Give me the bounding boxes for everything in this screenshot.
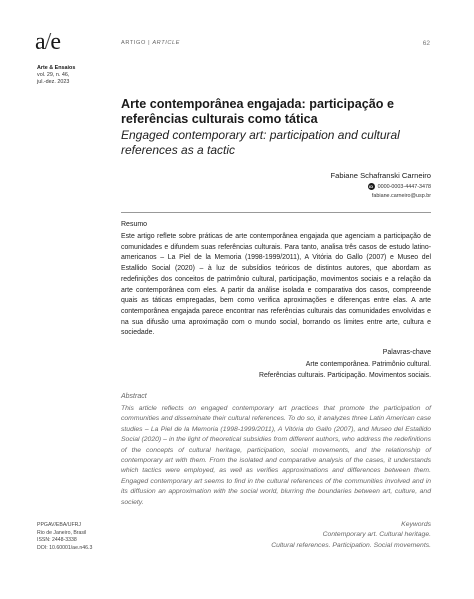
issn: ISSN: 2448-3338 (37, 537, 77, 544)
journal-info (37, 65, 75, 86)
palavras-chave-list (131, 360, 431, 381)
author-name: Fabiane Schafranski Carneiro (330, 171, 431, 180)
palavras-chave-heading: Palavras-chave (382, 349, 431, 356)
logo-letter-e: e (50, 29, 60, 55)
doi[interactable]: DOI: 10.60001/ae.n46.3 (37, 544, 93, 551)
keywords-line-2: Cultural references. Participation. Social movements. (271, 541, 431, 549)
article-title-en: Engaged contemporary art: participation and cultural references as a tactic (121, 128, 400, 157)
orcid-icon: iD (369, 184, 374, 189)
author-email[interactable]: fabiane.carneiro@usp.br (371, 193, 431, 199)
journal-volume: vol. 29, n. 46, (37, 72, 70, 78)
divider (121, 212, 431, 213)
orcid-line[interactable] (368, 183, 431, 190)
journal-date: jul.-dez. 2023 (37, 79, 70, 85)
abstract-text: This article reflects on engaged contemporary art practices that promote the participation of communities and disseminate their cultural references. To do so, it analyzes three Latin American case studies – La Piel de la Memoria (1998-1999/2011), A Vitória do Gallo (2007), and Museo del Estallido Social (2020) – in the light of theoretical subsidies from different authors, who address the redefinitions of the concepts of cultural heritage, participation, social movements, and the relationship of contemporary art with them. From the isolated and comparative analysis of the cases, it understands which tactics were employed, as well as verifies approximations and differences between them. Engaged contemporary art seems to find in the cultural references of the communities involved and in its diffusion an approximation with the social world, blurring the boundaries between art, culture, and society. (121, 405, 431, 506)
orcid-id[interactable]: 0000-0003-4447-3478 (377, 183, 431, 190)
palavras-chave-line-1: Arte contemporânea. Patrimônio cultural. (305, 361, 431, 368)
resumo-text: Este artigo reflete sobre práticas de arte contemporânea engajada que agenciam a participação de comunidades e difundem suas referências culturais. Para tanto, analisa três casos de estudo latino-americanos – La Piel de la Memoria (1998-1999/2011), A Vitória do Gallo (2007) e Museo del Estallido Social (2020) – à luz de subsídios teóricos de distintos autores, que abordam as redefinições dos conceitos de patrimônio cultural, participação, movimentos sociais e a relação da arte contemporânea com eles. A partir da análise isolada e comparativa dos casos, compreende quais as táticas empregadas, bem como verifica aproximações e diferenças entre elas. A arte contemporânea engajada parece encontrar nas referências culturais das comunidades envolvidas e na sua difusão uma aproximação com o mundo social, borrando os limites entre arte, cultura e sociedade. (121, 233, 431, 337)
keywords-heading: Keywords (401, 521, 431, 528)
journal-logo (35, 30, 60, 54)
publisher-location: Rio de Janeiro, Brasil (37, 529, 87, 536)
abstract-heading: Abstract (121, 393, 147, 400)
keywords-block (131, 520, 431, 551)
journal-name: Arte & Ensaios (37, 65, 76, 71)
page-number: 62 (422, 40, 430, 47)
section-header (121, 40, 180, 46)
section-label-en: ARTICLE (152, 40, 181, 46)
keywords-line-1: Contemporary art. Cultural heritage. (322, 531, 431, 539)
article-title-pt: Arte contemporânea engajada: participação e referências culturais como tática (121, 97, 394, 126)
resumo-heading: Resumo (121, 221, 148, 228)
section-separator: | (145, 40, 153, 46)
section-label-pt: ARTIGO (121, 40, 146, 46)
logo-slash: / (44, 29, 51, 55)
publisher-info (37, 522, 92, 552)
palavras-chave-line-2: Referências culturais. Participação. Movimentos sociais. (259, 371, 431, 379)
publisher-name: PPGAV/EBA/UFRJ (37, 522, 82, 528)
logo-letter-a: a (35, 29, 45, 55)
